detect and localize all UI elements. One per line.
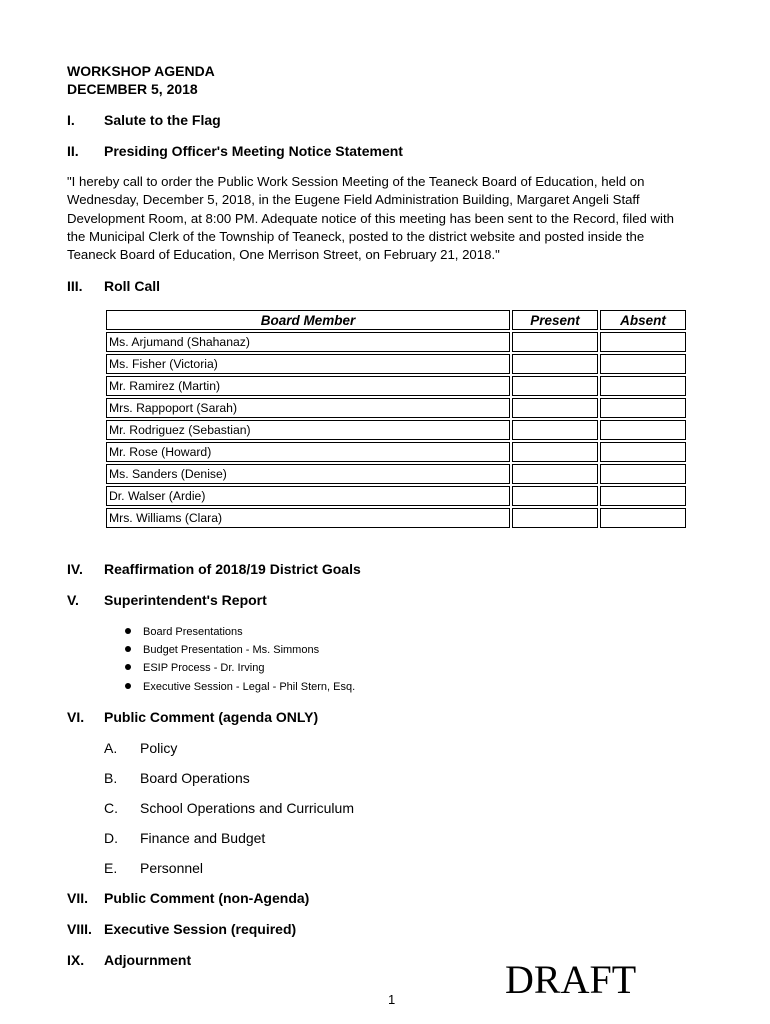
section-number: I. [67,112,75,128]
member-name: Mrs. Rappoport (Sarah) [106,398,510,418]
section-title: Executive Session (required) [104,921,297,937]
superintendent-report-list [124,623,355,696]
section-number: II. [67,143,79,159]
absent-cell[interactable] [600,354,686,374]
sub-item-text: Finance and Budget [140,830,266,846]
absent-cell[interactable] [600,332,686,352]
sub-item-letter: D. [104,830,118,846]
section-number: III. [67,278,83,294]
table-row [106,420,686,440]
member-name: Mr. Rose (Howard) [106,442,510,462]
table-row [106,332,686,352]
section-title: Adjournment [104,952,192,968]
bullet-icon [125,628,131,634]
header-present: Present [512,310,598,330]
sub-item-text: Policy [140,740,178,756]
header-absent: Absent [600,310,686,330]
table-row [106,508,686,528]
section-title: Public Comment (agenda ONLY) [104,709,319,725]
agenda-date: DECEMBER 5, 2018 [67,81,198,97]
list-item [124,678,355,696]
section-district-goals [67,560,707,578]
section-salute [67,111,707,129]
notice-statement: "I hereby call to order the Public Work Session Meeting of the Teaneck Board of Education, held on Wednesday, December 5, 2018, in the Eugene Field Administration Building, Margaret Angeli Staff Development Room, at 8:00 PM. Adequate notice of this meeting has been sent to the Record, filed with the Municipal Clerk of the Township of Teaneck, posted to the district website and posted inside the Teaneck Board of Education, One Merrison Street, on February 21, 2018." [67,174,674,263]
sub-item-text: School Operations and Curriculum [140,800,354,816]
absent-cell[interactable] [600,376,686,396]
page-number: 1 [388,992,396,1007]
absent-cell[interactable] [600,486,686,506]
sub-item-text: Personnel [140,860,204,876]
draft-watermark: DRAFT [505,957,637,1002]
list-item-text: Board Presentations [143,626,243,638]
list-item [124,641,355,659]
absent-cell[interactable] [600,442,686,462]
absent-cell[interactable] [600,508,686,528]
present-cell[interactable] [512,442,598,462]
member-name: Ms. Fisher (Victoria) [106,354,510,374]
sub-item-letter: C. [104,800,118,816]
section-public-comment-agenda [67,708,707,726]
present-cell[interactable] [512,486,598,506]
table-row [106,486,686,506]
absent-cell[interactable] [600,420,686,440]
list-item-text: Executive Session - Legal - Phil Stern, Esq. [143,680,356,693]
present-cell[interactable] [512,332,598,352]
section-title: Salute to the Flag [104,112,221,128]
list-item [124,659,355,677]
section-title: Superintendent's Report [104,592,267,608]
absent-cell[interactable] [600,464,686,484]
member-name: Mr. Ramirez (Martin) [106,376,510,396]
section-number: IV. [67,561,83,577]
present-cell[interactable] [512,464,598,484]
member-name: Dr. Walser (Ardie) [106,486,510,506]
list-item-text: Budget Presentation - Ms. Simmons [143,644,320,657]
list-item [124,623,355,641]
roll-call-table [104,308,688,530]
section-executive-session [67,920,707,938]
bullet-icon [125,683,131,689]
present-cell[interactable] [512,376,598,396]
agenda-title: WORKSHOP AGENDA [67,63,215,79]
section-number: VII. [67,890,89,906]
table-row [106,464,686,484]
section-title: Presiding Officer's Meeting Notice Statement [104,143,403,159]
member-name: Ms. Sanders (Denise) [106,464,510,484]
table-row [106,376,686,396]
header-board-member: Board Member [106,310,510,330]
absent-cell[interactable] [600,398,686,418]
section-number: V. [67,592,79,608]
present-cell[interactable] [512,398,598,418]
section-number: VI. [67,709,85,725]
member-name: Mr. Rodriguez (Sebastian) [106,420,510,440]
section-superintendent-report [67,591,707,609]
present-cell[interactable] [512,354,598,374]
section-title: Reaffirmation of 2018/19 District Goals [104,561,361,577]
section-title: Public Comment (non-Agenda) [104,890,310,906]
table-header-row [106,310,686,330]
table-row [106,442,686,462]
bullet-icon [125,646,131,652]
sub-item-letter: E. [104,860,118,876]
bullet-icon [125,664,131,670]
member-name: Ms. Arjumand (Shahanaz) [106,332,510,352]
member-name: Mrs. Williams (Clara) [106,508,510,528]
list-item-text: ESIP Process - Dr. Irving [143,662,265,675]
section-number: VIII. [67,921,92,937]
present-cell[interactable] [512,508,598,528]
present-cell[interactable] [512,420,598,440]
section-notice [67,142,707,160]
sub-item-letter: A. [104,740,118,756]
section-title: Roll Call [104,278,161,294]
sub-item-letter: B. [104,770,118,786]
section-number: IX. [67,952,85,968]
section-public-comment-non-agenda [67,889,707,907]
table-row [106,354,686,374]
table-row [106,398,686,418]
section-roll-call [67,277,707,295]
sub-item-text: Board Operations [140,770,250,786]
